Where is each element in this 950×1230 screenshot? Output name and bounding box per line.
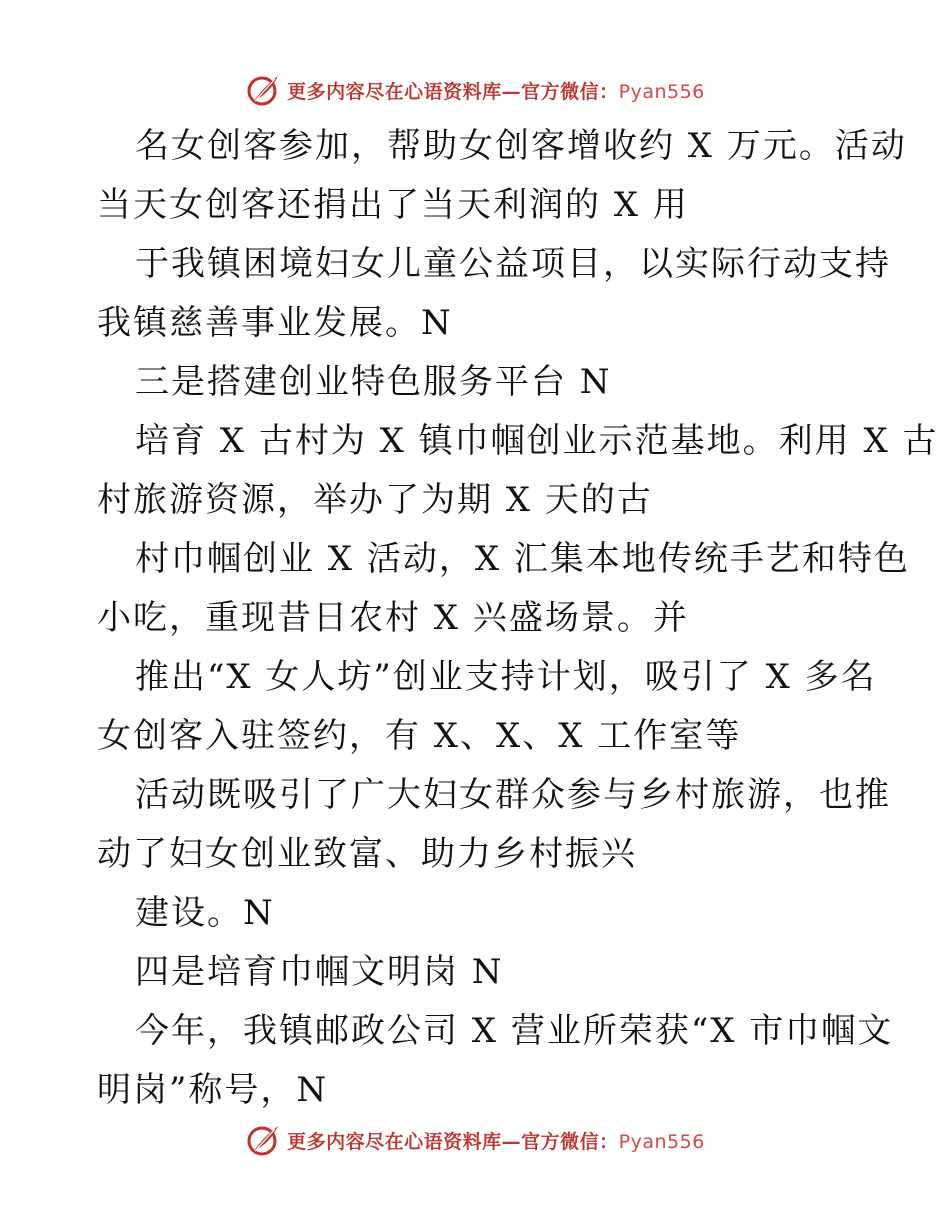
text-line: 名女创客参加，帮助女创客增收约 X 万元。活动 bbox=[135, 126, 907, 166]
text-line: 动了妇女创业致富、助力乡村振兴 bbox=[97, 834, 637, 874]
banner-text: 更多内容尽在心语资料库—官方微信：Pyan556 bbox=[287, 1130, 705, 1153]
text-line: 村旅游资源，举办了为期 X 天的古 bbox=[97, 480, 653, 520]
banner-contact: Pyan556 bbox=[618, 1130, 705, 1153]
text-line: 我镇慈善事业发展。N bbox=[97, 303, 453, 343]
feather-pen-logo-icon bbox=[245, 72, 281, 108]
text-line: 三是搭建创业特色服务平台 N bbox=[135, 362, 612, 402]
text-line: 小吃，重现昔日农村 X 兴盛场景。并 bbox=[97, 598, 689, 638]
document-body bbox=[97, 117, 939, 1120]
text-line: 于我镇困境妇女儿童公益项目，以实际行动支持 bbox=[135, 244, 891, 284]
text-line: 女创客入驻签约，有 X、X、X 工作室等 bbox=[97, 716, 742, 756]
text-line: 推出“X 女人坊”创业支持计划，吸引了 X 多名 bbox=[135, 657, 877, 697]
text-line: 当天女创客还捐出了当天利润的 X 用 bbox=[97, 185, 689, 225]
banner-contact: Pyan556 bbox=[618, 80, 705, 103]
text-line: 今年，我镇邮政公司 X 营业所荣获“X 市巾帼文 bbox=[135, 1011, 894, 1051]
text-line: 四是培育巾帼文明岗 N bbox=[135, 952, 504, 992]
text-line: 建设。N bbox=[135, 893, 275, 933]
text-line: 明岗”称号，N bbox=[97, 1070, 329, 1110]
footer-banner bbox=[0, 1120, 950, 1160]
text-line: 培育 X 古村为 X 镇巾帼创业示范基地。利用 X 古 bbox=[135, 421, 939, 461]
header-banner bbox=[0, 70, 950, 110]
text-line: 活动既吸引了广大妇女群众参与乡村旅游，也推 bbox=[135, 775, 891, 815]
text-line: 村巾帼创业 X 活动，X 汇集本地传统手艺和特色 bbox=[135, 539, 910, 579]
banner-text: 更多内容尽在心语资料库—官方微信：Pyan556 bbox=[287, 80, 705, 103]
feather-pen-logo-icon bbox=[245, 1122, 281, 1158]
